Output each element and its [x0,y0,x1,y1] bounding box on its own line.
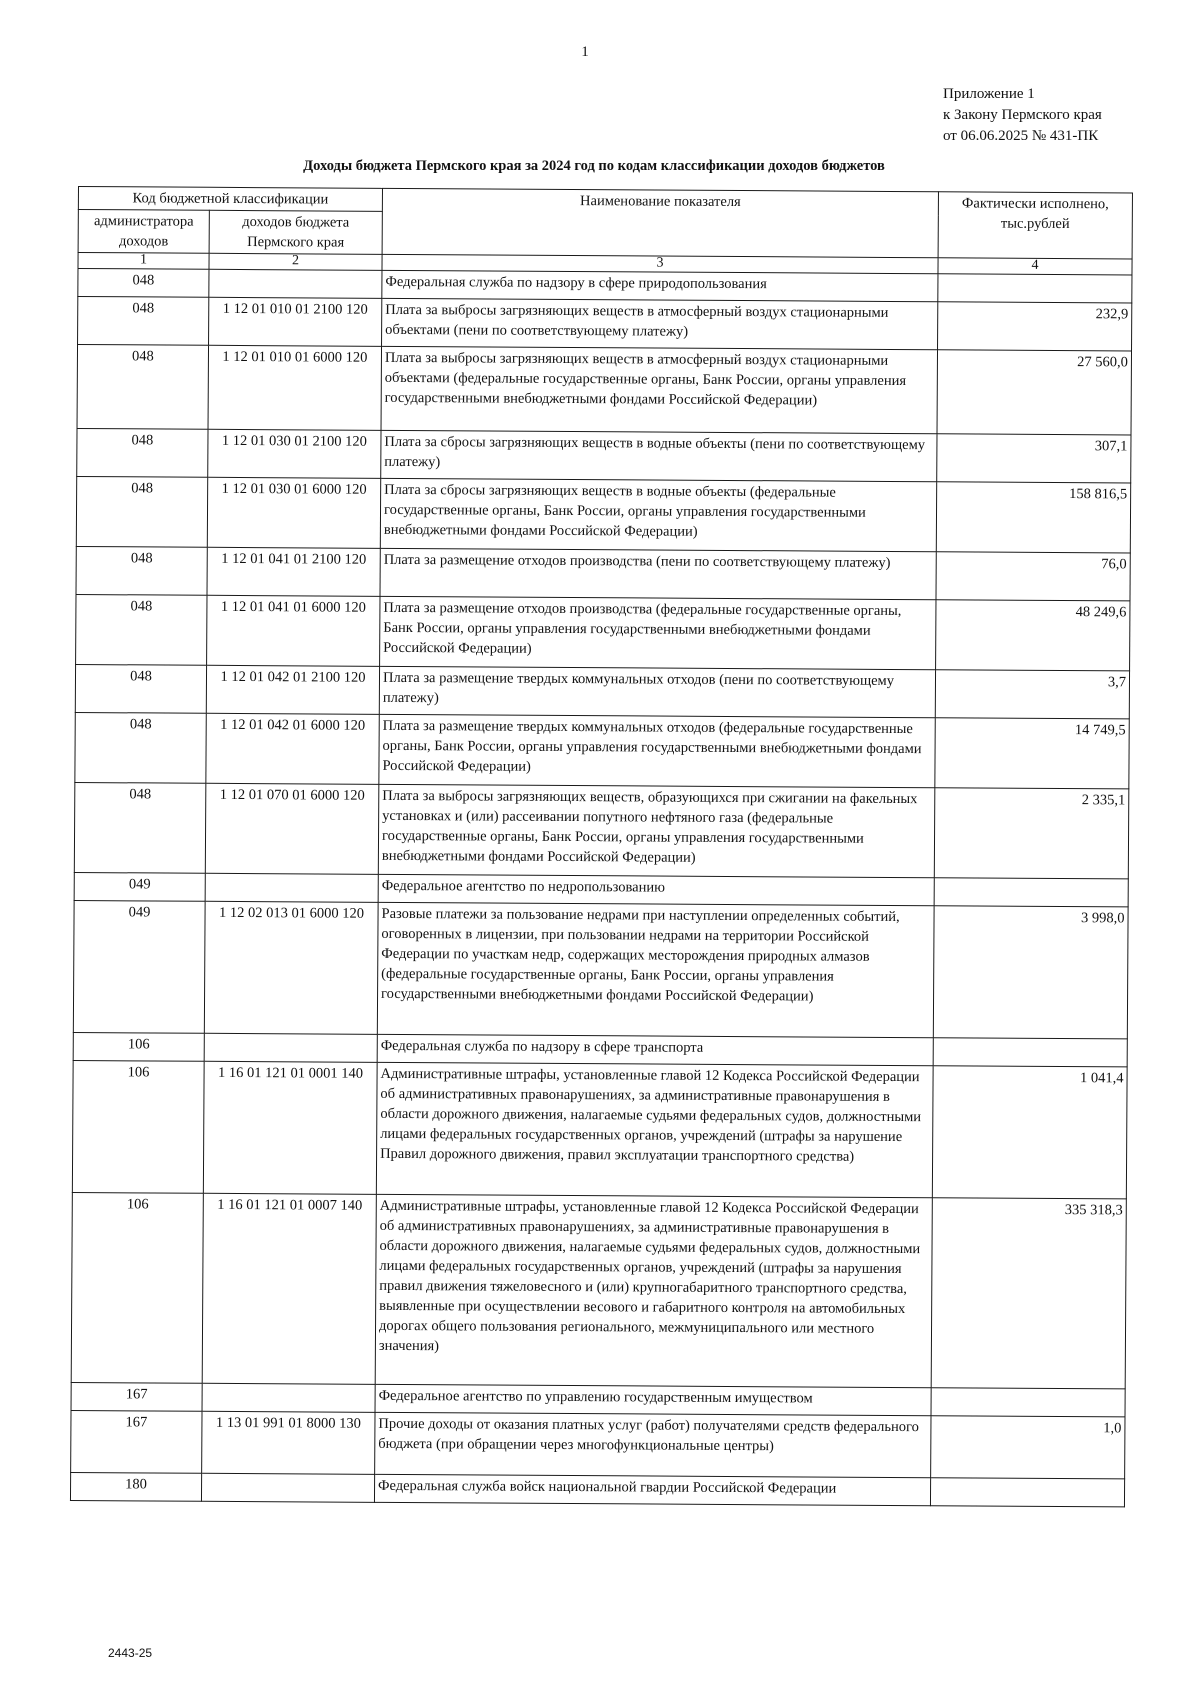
header-administrator: администратора доходов [78,210,209,254]
indicator-name: Федеральное агентство по недропользованию [378,874,934,905]
indicator-name: Плата за размещение отходов производства (пени по соответствующему платежу) [380,548,936,599]
administrator-code: 048 [75,712,206,783]
actual-value: 1,0 [931,1416,1125,1479]
table-row [73,900,1128,1038]
actual-value [931,1388,1125,1417]
indicator-name: Плата за сбросы загрязняющих веществ в водные объекты (пени по соответствующему платежу) [381,430,937,481]
document-code: 2443-25 [108,1646,153,1660]
table-row [75,664,1129,718]
indicator-name: Плата за размещение твердых коммунальных отходов (федеральные государственные органы, Банк России, органы управления государственными внебюджетными фондами Российской Федерации) [379,714,935,787]
header-indicator-name: Наименование показателя [382,188,938,257]
header-classification-code: Код бюджетной классификации [78,187,382,212]
table-row [75,712,1129,788]
revenue-code [209,269,382,298]
column-number: 3 [382,254,938,273]
indicator-name: Прочие доходы от оказания платных услуг (работ) получателями средств федерального бюджета (при обращении через многофункциональные центры) [375,1412,931,1477]
table-row [76,546,1130,600]
administrator-code: 167 [71,1410,202,1473]
appendix-line-3: от 06.06.2025 № 431-ПК [943,128,1099,144]
administrator-code: 048 [78,297,209,346]
administrator-code: 048 [75,664,206,713]
table-row [70,1472,1124,1506]
actual-value: 307,1 [937,434,1131,483]
actual-value: 76,0 [936,552,1130,601]
revenue-code [204,1033,377,1062]
revenue-code: 1 12 01 070 01 6000 120 [205,783,379,874]
administrator-code: 049 [73,900,205,1033]
revenue-code: 1 12 01 030 01 6000 120 [207,477,380,548]
indicator-name: Плата за размещение отходов производства (федеральные государственные органы, Банк России, органы управления государственными внебюджетными фондами Российской Федерации) [380,596,936,669]
indicator-name: Федеральное агентство по управлению государственным имуществом [375,1384,931,1415]
actual-value: 14 749,5 [935,718,1129,789]
table-row [74,782,1129,878]
administrator-code: 048 [74,782,206,873]
administrator-code: 048 [76,546,207,595]
actual-value: 158 816,5 [936,482,1130,553]
actual-value: 48 249,6 [936,600,1130,671]
appendix-line-1: Приложение 1 [943,86,1035,102]
table-row [78,297,1132,351]
header-actual: Фактически исполнено, тыс.рублей [938,192,1132,259]
revenue-code: 1 12 02 013 01 6000 120 [204,901,378,1034]
actual-value [930,1478,1124,1507]
revenue-code: 1 12 01 030 01 2100 120 [208,429,381,478]
indicator-name: Плата за выбросы загрязняющих веществ в атмосферный воздух стационарными объектами (федеральные государственные органы, Банк России, органы управления государственными внебюджетными фондами Российской Федерации) [381,346,938,433]
table-row [71,1410,1125,1478]
table-row [77,428,1131,482]
administrator-code: 049 [74,872,205,901]
revenue-table [70,186,1133,1507]
indicator-name: Плата за размещение твердых коммунальных отходов (пени по соответствующему платежу) [379,666,935,717]
indicator-name: Федеральная служба по надзору в сфере транспорта [377,1034,933,1065]
administrator-code: 106 [72,1060,204,1193]
appendix-note [943,84,1102,147]
administrator-code: 048 [76,594,207,665]
revenue-code [202,1383,375,1412]
administrator-code: 048 [78,269,209,298]
actual-value [938,274,1132,303]
appendix-line-2: к Закону Пермского края [943,107,1102,123]
actual-value: 1 041,4 [932,1066,1127,1199]
actual-value [933,1038,1127,1067]
table-row [72,1060,1127,1198]
actual-value: 3,7 [935,670,1129,719]
actual-value: 2 335,1 [934,788,1129,879]
revenue-code: 1 16 01 121 01 0007 140 [202,1193,376,1384]
page-number: 1 [581,44,589,60]
table-row [71,1192,1126,1388]
indicator-name: Плата за выбросы загрязняющих веществ в атмосферный воздух стационарными объектами (пени по соответствующему платежу) [382,298,938,349]
administrator-code: 048 [77,428,208,477]
actual-value: 232,9 [938,302,1132,351]
table-row [77,345,1131,435]
indicator-name: Федеральная служба войск национальной гвардии Российской Федерации [374,1474,930,1505]
administrator-code: 106 [71,1192,203,1383]
column-number: 4 [938,258,1132,275]
revenue-code: 1 12 01 041 01 6000 120 [207,595,380,666]
revenue-code: 1 12 01 041 01 2100 120 [207,547,380,596]
indicator-name: Разовые платежи за пользование недрами при наступлении определенных событий, оговоренных в лицензии, при пользовании недрами на территории Российской Федерации по участкам недр, содержащих месторождения природных алмазов (федеральные государственные органы, Банк России, органы управления государственными внебюджетными фондами Российской Федерации) [377,902,934,1037]
actual-value: 335 318,3 [931,1198,1126,1389]
table-body [70,269,1132,1507]
revenue-code [205,873,378,902]
indicator-name: Плата за выбросы загрязняющих веществ, образующихся при сжигании на факельных установках и (или) рассеивании попутного нефтяного газа (федеральные государственные органы, Банк России, органы управления государственными внебюджетными фондами Российской Федерации) [378,784,935,877]
indicator-name: Административные штрафы, установленные главой 12 Кодекса Российской Федерации об административных правонарушениях, за административные правонарушения в области дорожного движения, налагаемые судьями федеральных судов, должностными лицами федеральных государственных органов, учреждений (штрафы за нарушения правил движения тяжеловесного и (или) крупногабаритного транспортного средства, выявленные при осуществлении весового и габаритного контроля на автомобильных дорогах общего пользования регионального, межмуниципального или местного значения) [375,1194,932,1387]
table-row [76,476,1130,552]
administrator-code: 048 [77,345,209,430]
actual-value: 27 560,0 [937,350,1132,435]
administrator-code: 167 [71,1382,202,1411]
administrator-code: 180 [70,1472,201,1501]
revenue-code [201,1473,374,1502]
table-row [76,594,1130,670]
revenue-code: 1 16 01 121 01 0001 140 [203,1061,377,1194]
header-revenue-code: доходов бюджета Пермского края [209,210,382,254]
indicator-name: Административные штрафы, установленные главой 12 Кодекса Российской Федерации об административных правонарушениях, за административные правонарушения в области дорожного движения, налагаемые судьями федеральных судов, должностными лицами федеральных государственных органов, учреждений (штрафы за нарушение Правил дорожного движения, правил эксплуатации транспортного средства) [376,1062,933,1197]
indicator-name: Плата за сбросы загрязняющих веществ в водные объекты (федеральные государственные органы, Банк России, органы управления государственными внебюджетными фондами Российской Федерации) [380,478,936,551]
revenue-code: 1 12 01 042 01 2100 120 [206,665,379,714]
column-number: 1 [78,253,209,270]
column-number: 2 [209,253,382,270]
revenue-code: 1 12 01 010 01 6000 120 [208,345,382,430]
revenue-code: 1 13 01 991 01 8000 130 [202,1411,375,1474]
administrator-code: 048 [76,476,207,547]
document-title-text: Доходы бюджета Пермского края за 2024 год по кодам классификации доходов бюджетов [303,158,885,174]
revenue-code: 1 12 01 042 01 6000 120 [206,713,379,784]
actual-value: 3 998,0 [933,906,1128,1039]
actual-value [934,878,1128,907]
revenue-code: 1 12 01 010 01 2100 120 [209,297,382,346]
indicator-name: Федеральная служба по надзору в сфере природопользования [382,270,938,301]
document-title [0,158,1200,175]
administrator-code: 106 [73,1032,204,1061]
